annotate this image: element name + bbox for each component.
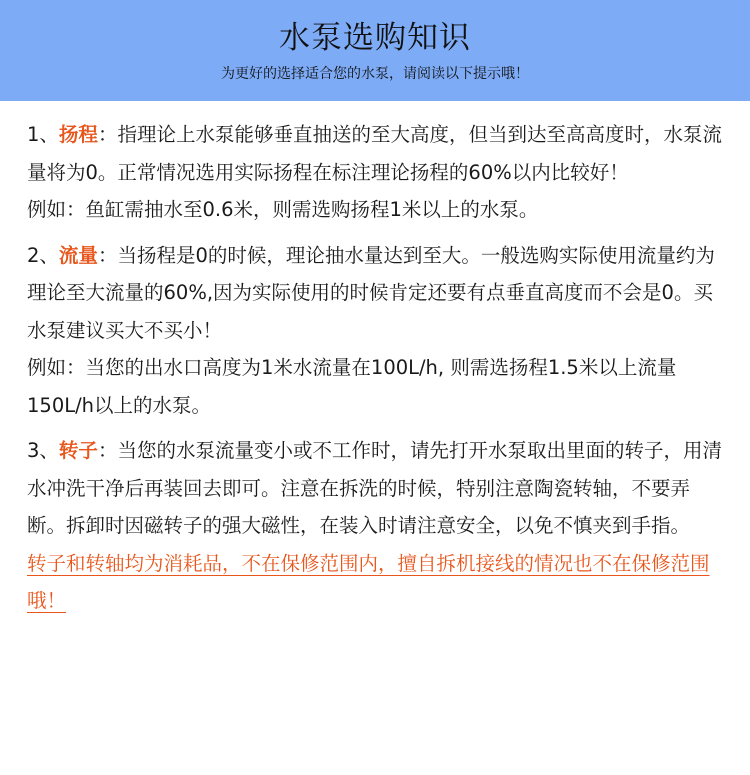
section-rotor — [27, 432, 728, 620]
section-flow-rate — [27, 237, 728, 425]
page-subtitle: 为更好的选择适合您的水泵，请阅读以下提示哦！ — [221, 66, 529, 82]
section-number: 1、 — [27, 123, 59, 146]
section-example: 例如：鱼缸需抽水至0.6米，则需选购扬程1米以上的水泵。 — [27, 198, 539, 221]
section-text: ：当扬程是0的时候，理论抽水量达到至大。一般选购实际使用流量约为理论至大流量的60%,因为实际使用的时候肯定还要有点垂直高度而不会是0。买水泵建议买大不买小！ — [27, 243, 715, 342]
term-head-lift: 扬程 — [58, 123, 98, 146]
section-head-lift — [27, 116, 728, 229]
page-title: 水泵选购知识 — [279, 20, 471, 56]
section-paragraph — [27, 237, 728, 350]
content — [0, 101, 750, 620]
section-text: ：指理论上水泵能够垂直抽送的至大高度，但当到达至高高度时，水泵流量将为0。正常情况选用实际扬程在标注理论扬程的60%以内比较好！ — [27, 123, 722, 184]
section-paragraph — [27, 432, 728, 545]
section-text: ：当您的水泵流量变小或不工作时，请先打开水泵取出里面的转子，用清水冲洗干净后再装回去即可。注意在拆洗的时候，特别注意陶瓷转轴，不要弄断。拆卸时因磁转子的强大磁性，在装入时请注意安全，以免不慎夹到手指。 — [27, 439, 722, 537]
section-example: 例如：当您的出水口高度为1米水流量在100L/h, 则需选扬程1.5米以上流量150L/h以上的水泵。 — [27, 356, 677, 417]
section-number: 2、 — [27, 243, 59, 267]
section-number: 3、 — [27, 439, 59, 462]
section-paragraph — [27, 116, 728, 191]
header-banner — [0, 0, 750, 101]
term-rotor: 转子 — [58, 439, 98, 462]
warranty-warning: 转子和转轴均为消耗品，不在保修范围内，擅自拆机接线的情况也不在保修范围哦！ — [27, 551, 710, 612]
term-flow-rate: 流量 — [58, 243, 98, 267]
